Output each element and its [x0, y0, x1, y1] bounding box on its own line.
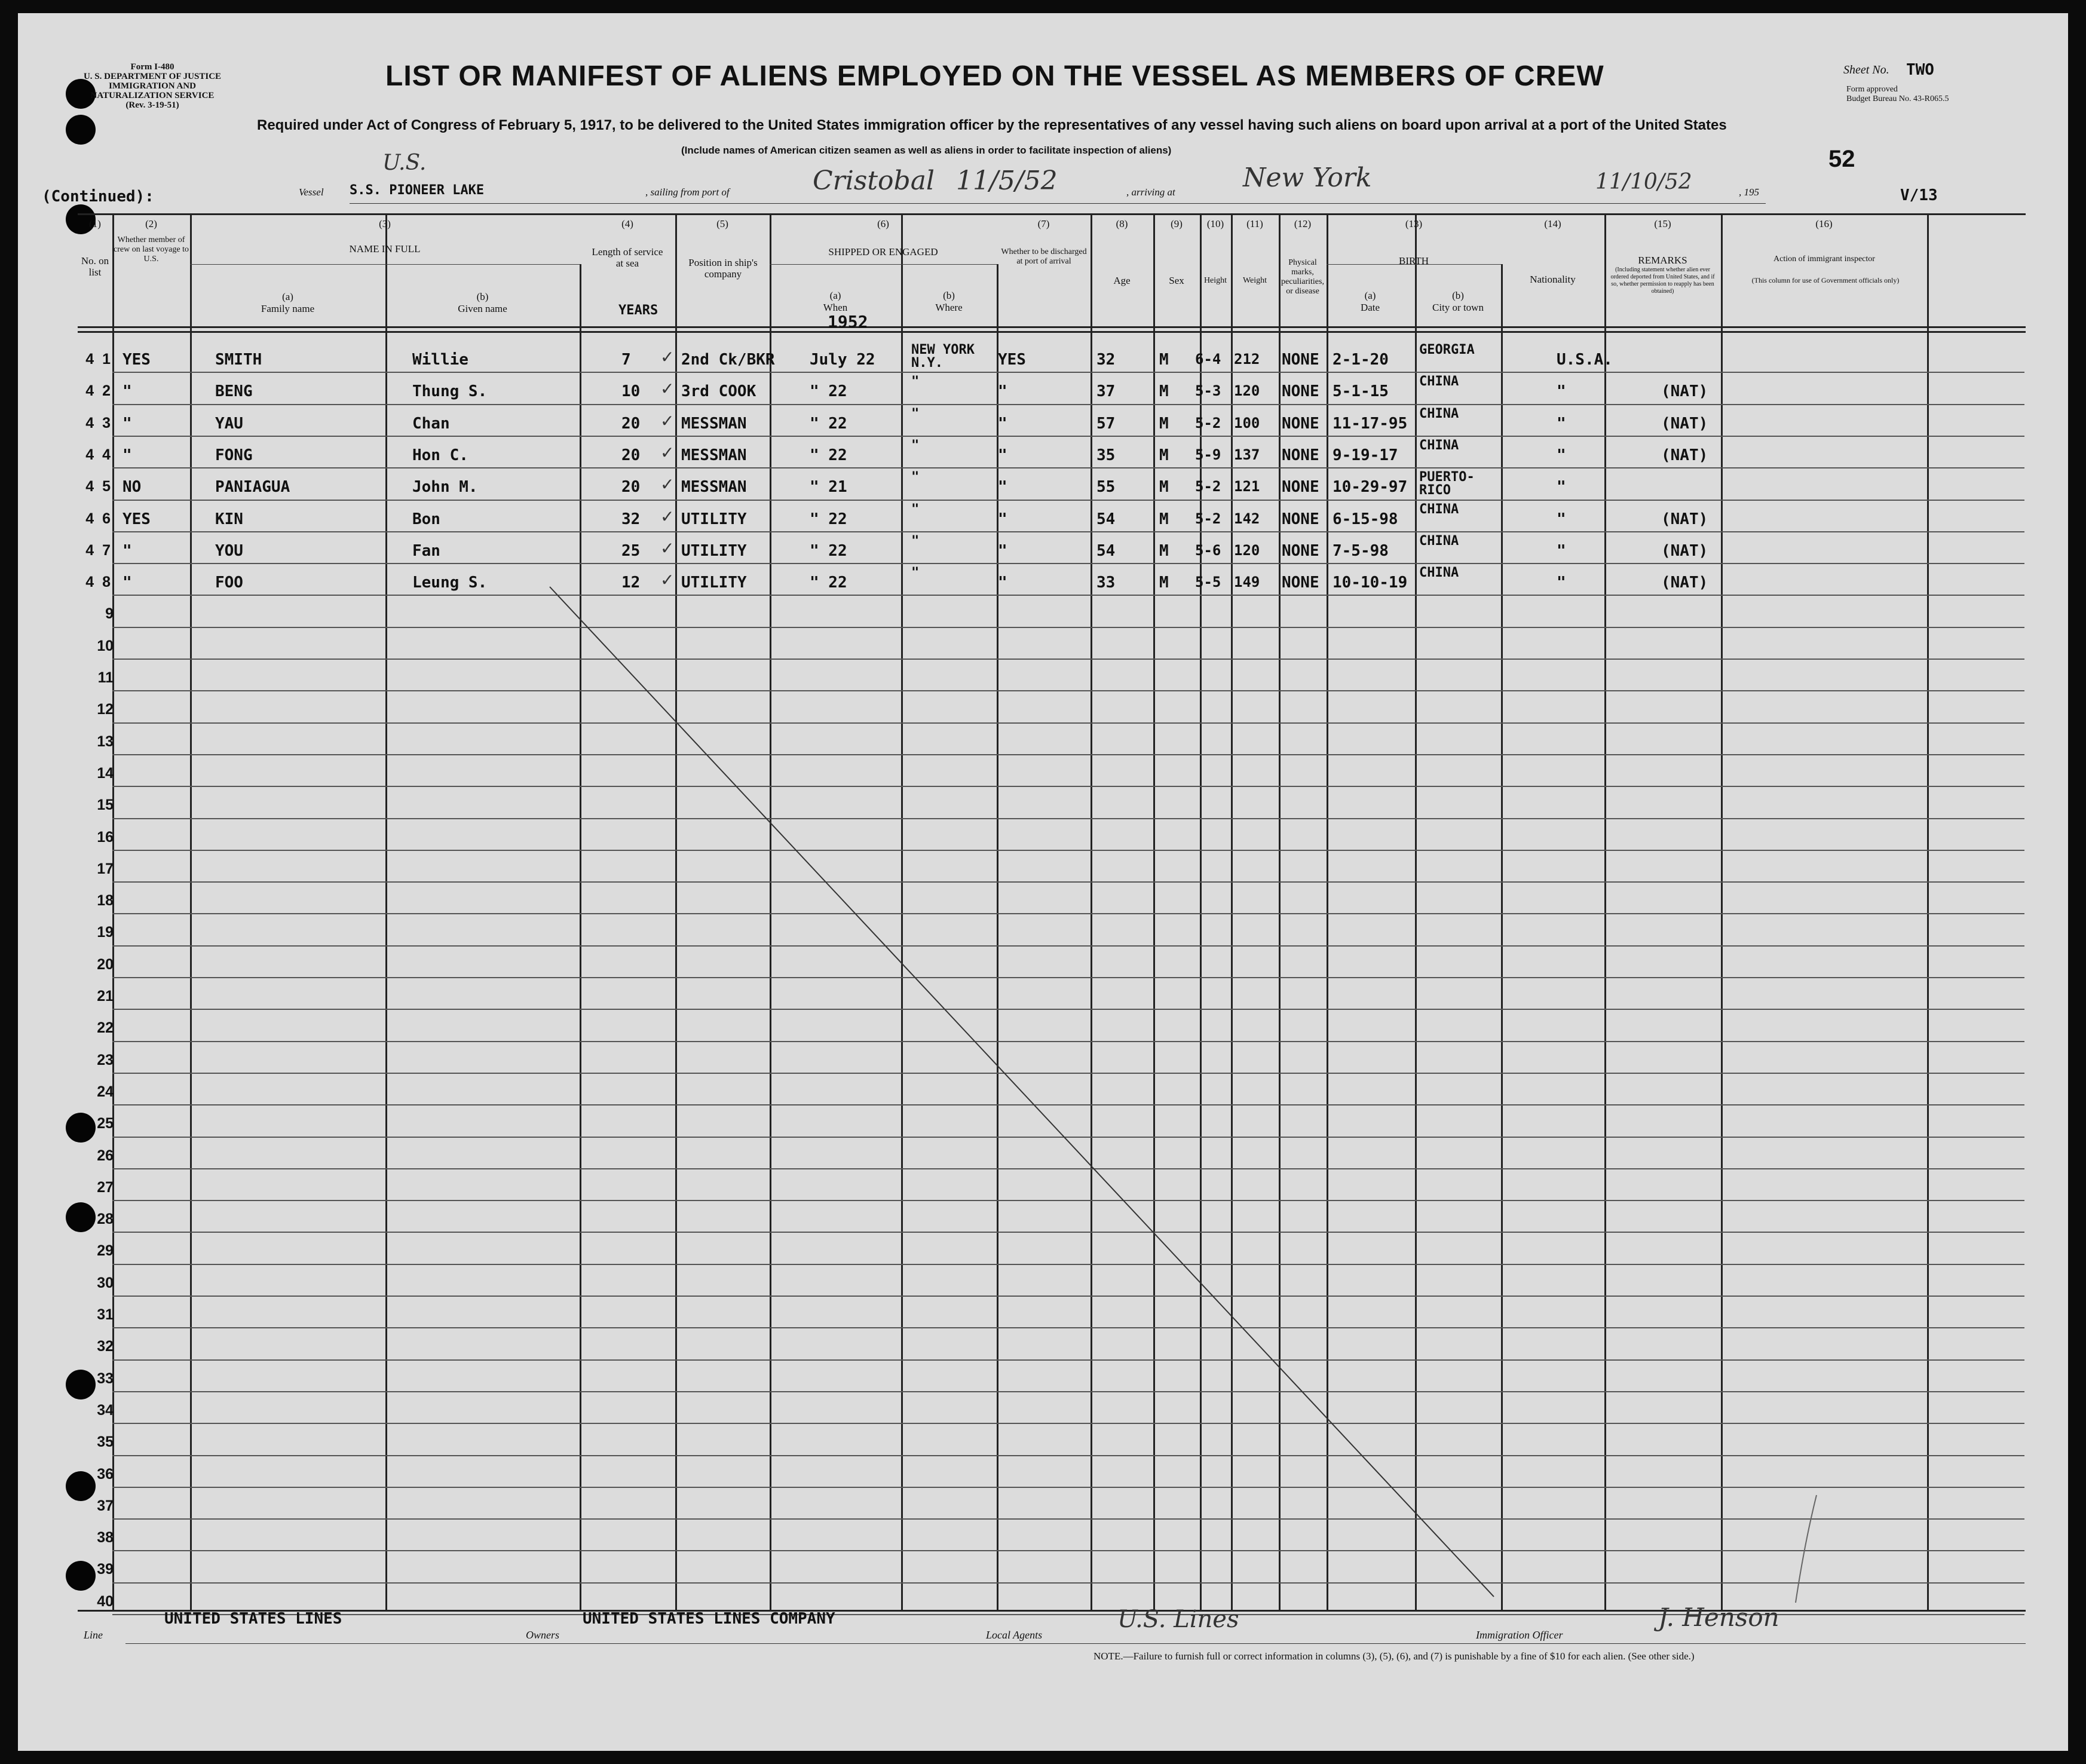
row-number-prefix: 4	[85, 542, 94, 559]
cell-height: 5-9	[1195, 446, 1221, 463]
cell-where: "	[911, 565, 920, 580]
cell-weight: 212	[1234, 351, 1260, 368]
row-number: 10	[97, 638, 114, 654]
colnum-5: (5)	[716, 218, 728, 229]
row-number-digit: 8	[102, 574, 111, 590]
cell-marks: NONE	[1282, 542, 1319, 560]
arriving-port: New York	[1243, 163, 1372, 193]
check-mark: ✓	[660, 347, 675, 367]
sheet-code: V/13	[1900, 186, 1938, 204]
cell-birth-date: 10-10-19	[1333, 574, 1408, 592]
col-header-birth-city: City or town	[1432, 302, 1484, 313]
check-mark: ✓	[660, 570, 675, 590]
col-header-remarks: REMARKS	[1638, 255, 1687, 266]
col-header-shipped: SHIPPED OR ENGAGED	[828, 246, 938, 258]
cell-member: "	[122, 446, 132, 464]
arriving-date: 11/10/52	[1595, 170, 1692, 194]
cell-birth-date: 2-1-20	[1333, 351, 1389, 369]
owners-value: UNITED STATES LINES COMPANY	[583, 1610, 835, 1628]
check-mark: ✓	[660, 379, 675, 399]
col-header-sex: Sex	[1169, 275, 1184, 286]
cell-where: "	[911, 534, 920, 549]
check-mark: ✓	[660, 538, 675, 558]
cell-given: Bon	[412, 510, 440, 528]
cell-nationality: U.S.A.	[1557, 351, 1613, 369]
cell-marks: NONE	[1282, 446, 1319, 464]
col-header-remarks-note: (Including statement whether alien ever ordered deported from United States, and if so, whether permission to reapply has been obtained)	[1610, 267, 1715, 295]
cell-remarks: (NAT)	[1661, 382, 1708, 400]
cell-family: FONG	[215, 446, 253, 464]
col-header-height: Height	[1203, 276, 1227, 285]
cell-age: 35	[1096, 446, 1116, 464]
cell-age: 37	[1096, 382, 1116, 400]
col-header-name-in-full: NAME IN FULL	[349, 243, 421, 255]
cell-marks: NONE	[1282, 382, 1319, 400]
cell-discharged: "	[998, 415, 1007, 433]
row-number-digit: 7	[102, 542, 111, 559]
cell-position: UTILITY	[681, 510, 747, 528]
cell-marks: NONE	[1282, 351, 1319, 369]
year-typed: 1952	[828, 312, 868, 332]
cell-sex: M	[1159, 510, 1169, 528]
row-number: 39	[97, 1561, 114, 1578]
cell-age: 54	[1096, 510, 1116, 528]
cell-member: NO	[122, 478, 142, 496]
row-number-digit: 3	[102, 415, 111, 431]
cell-height: 5-2	[1195, 415, 1221, 431]
cell-given: Leung S.	[412, 574, 488, 592]
cell-birth-date: 10-29-97	[1333, 478, 1408, 496]
cell-marks: NONE	[1282, 415, 1319, 433]
col-header-discharged: Whether to be discharged at port of arrival	[1001, 247, 1087, 266]
stamp-number: 52	[1828, 146, 1855, 172]
row-number-digit: 1	[102, 351, 111, 368]
cell-height: 5-3	[1195, 382, 1221, 399]
row-number-prefix: 4	[85, 446, 94, 463]
cell-member: YES	[122, 351, 151, 369]
cell-weight: 149	[1234, 574, 1260, 590]
colnum-8: (8)	[1116, 218, 1128, 229]
cell-family: KIN	[215, 510, 243, 528]
continued-label: (Continued):	[42, 188, 154, 206]
sheet-number: TWO	[1906, 61, 1934, 79]
cell-birth-city: CHINA	[1419, 438, 1459, 453]
cell-where: "	[911, 374, 920, 389]
row-number: 12	[97, 701, 114, 718]
check-mark: ✓	[660, 443, 675, 463]
subtitle: Required under Act of Congress of February 5, 1917, to be delivered to the United States immigration officer by the representatives of any vessel having such aliens on board upon arrival at a port of the United States	[257, 117, 1727, 133]
cell-family: PANIAGUA	[215, 478, 290, 496]
cell-birth-date: 11-17-95	[1333, 415, 1408, 433]
cell-weight: 120	[1234, 382, 1260, 399]
cell-birth-city: CHINA	[1419, 502, 1459, 517]
cell-marks: NONE	[1282, 478, 1319, 496]
cell-where: "	[911, 438, 920, 453]
cell-marks: NONE	[1282, 510, 1319, 528]
cell-service: 7	[621, 351, 631, 369]
col-header-given-name: Given name	[458, 303, 507, 314]
line-value: UNITED STATES LINES	[164, 1610, 342, 1628]
row-number: 21	[97, 988, 114, 1004]
cell-where: "	[911, 406, 920, 421]
cell-discharged: "	[998, 542, 1007, 560]
cell-member: "	[122, 382, 132, 400]
row-number: 25	[97, 1115, 114, 1132]
cell-weight: 121	[1234, 478, 1260, 495]
vessel-name: S.S. PIONEER LAKE	[350, 183, 485, 198]
cell-nationality: "	[1557, 382, 1566, 400]
col-header-physical-marks: Physical marks, peculiarities, or disease	[1281, 258, 1324, 296]
cell-weight: 137	[1234, 446, 1260, 463]
row-number-prefix: 4	[85, 510, 94, 527]
colnum-7: (7)	[1037, 218, 1050, 229]
budget-bureau: Budget Bureau No. 43-R065.5	[1846, 94, 1949, 103]
cell-when: " 22	[810, 415, 847, 433]
sailing-label: , sailing from port of	[645, 186, 730, 198]
cell-height: 5-2	[1195, 478, 1221, 495]
sailing-date: 11/5/52	[956, 166, 1058, 196]
cell-birth-city: PUERTO-RICO	[1419, 470, 1475, 498]
row-number: 35	[97, 1434, 114, 1450]
cell-birth-city: GEORGIA	[1419, 342, 1475, 357]
row-number: 33	[97, 1370, 114, 1387]
department: U. S. DEPARTMENT OF JUSTICE	[83, 72, 222, 81]
cell-sex: M	[1159, 382, 1169, 400]
officer-signature: J. Henson	[1658, 1603, 1779, 1632]
row-number: 19	[97, 924, 114, 941]
cell-member: YES	[122, 510, 151, 528]
col-header-family-letter: (a)	[282, 291, 293, 302]
row-number: 24	[97, 1083, 114, 1100]
cell-sex: M	[1159, 478, 1169, 496]
cell-sex: M	[1159, 446, 1169, 464]
cell-family: BENG	[215, 382, 253, 400]
row-number: 9	[105, 605, 114, 622]
cell-birth-city: CHINA	[1419, 374, 1459, 389]
row-number: 31	[97, 1306, 114, 1323]
cell-birth-city: CHINA	[1419, 406, 1459, 421]
cell-marks: NONE	[1282, 574, 1319, 592]
cell-service: 12	[621, 574, 641, 592]
cell-age: 57	[1096, 415, 1116, 433]
row-number: 28	[97, 1211, 114, 1227]
cell-family: YAU	[215, 415, 243, 433]
row-number: 26	[97, 1147, 114, 1164]
footer-note: NOTE.—Failure to furnish full or correct information in columns (3), (5), (6), and (7) is punishable by a fine of $10 for each alien. (See other side.)	[1093, 1650, 1695, 1662]
agents-label: Local Agents	[986, 1629, 1043, 1641]
cell-height: 5-5	[1195, 574, 1221, 590]
cell-age: 32	[1096, 351, 1116, 369]
row-number-prefix: 4	[85, 478, 94, 495]
row-number: 38	[97, 1529, 114, 1546]
row-number: 23	[97, 1052, 114, 1068]
page-title: LIST OR MANIFEST OF ALIENS EMPLOYED ON THE VESSEL AS MEMBERS OF CREW	[385, 60, 1604, 92]
colnum-11: (11)	[1246, 218, 1263, 229]
row-number: 22	[97, 1019, 114, 1036]
cell-when: " 22	[810, 542, 847, 560]
vessel-label: Vessel	[299, 186, 324, 198]
cell-service: 20	[621, 415, 641, 433]
row-number: 30	[97, 1275, 114, 1291]
row-number: 13	[97, 733, 114, 750]
colnum-1: (1)	[89, 218, 101, 229]
row-number: 14	[97, 765, 114, 782]
cell-sex: M	[1159, 351, 1169, 369]
cell-position: MESSMAN	[681, 415, 747, 433]
cell-when: " 22	[810, 574, 847, 592]
cell-when: " 22	[810, 382, 847, 400]
cell-nationality: "	[1557, 478, 1566, 496]
officer-label: Immigration Officer	[1476, 1629, 1563, 1641]
include-note: (Include names of American citizen seamen as well as aliens in order to facilitate inspection of aliens)	[681, 145, 1172, 156]
form-revision: (Rev. 3-19-51)	[125, 100, 179, 110]
row-number-prefix: 4	[85, 351, 94, 368]
col-header-when-letter: (a)	[829, 290, 841, 301]
cell-member: "	[122, 415, 132, 433]
col-header-birth-date: Date	[1360, 302, 1380, 313]
service-name: IMMIGRATION AND NATURALIZATION SERVICE	[90, 81, 215, 100]
cell-service: 32	[621, 510, 641, 528]
cell-remarks: (NAT)	[1661, 415, 1708, 433]
cell-age: 54	[1096, 542, 1116, 560]
years-typed: YEARS	[618, 303, 658, 318]
cell-position: MESSMAN	[681, 446, 747, 464]
colnum-3: (3)	[379, 218, 391, 229]
row-number: 18	[97, 892, 114, 909]
row-number: 32	[97, 1338, 114, 1355]
owners-label: Owners	[526, 1629, 560, 1641]
colnum-16: (16)	[1815, 218, 1833, 229]
cell-remarks: (NAT)	[1661, 510, 1708, 528]
cell-family: FOO	[215, 574, 243, 592]
col-header-where: Where	[935, 302, 963, 313]
cell-discharged: "	[998, 382, 1007, 400]
row-number-digit: 2	[102, 382, 111, 399]
cell-birth-date: 5-1-15	[1333, 382, 1389, 400]
cell-position: UTILITY	[681, 574, 747, 592]
cell-sex: M	[1159, 574, 1169, 592]
cell-given: Chan	[412, 415, 450, 433]
row-number-prefix: 4	[85, 574, 94, 590]
manifest-sheet	[18, 13, 2068, 1751]
cell-where: "	[911, 502, 920, 517]
cell-position: MESSMAN	[681, 478, 747, 496]
cell-when: " 21	[810, 478, 847, 496]
cancellation-line	[18, 13, 2068, 1751]
cell-age: 55	[1096, 478, 1116, 496]
row-number: 36	[97, 1466, 114, 1483]
row-number: 40	[97, 1593, 114, 1610]
colnum-13: (13)	[1405, 218, 1423, 229]
row-number-digit: 4	[102, 446, 111, 463]
col-header-position: Position in ship's company	[688, 257, 758, 280]
col-header-member-last-voyage: Whether member of crew on last voyage to U.S.	[114, 235, 189, 264]
cell-age: 33	[1096, 574, 1116, 592]
cell-height: 5-6	[1195, 542, 1221, 559]
cell-birth-city: CHINA	[1419, 565, 1459, 580]
col-header-no-on-list: No. on list	[81, 255, 109, 278]
cell-discharged: "	[998, 574, 1007, 592]
cell-remarks: (NAT)	[1661, 542, 1708, 560]
arriving-label: , arriving at	[1126, 186, 1175, 198]
check-mark: ✓	[660, 507, 675, 526]
cell-discharged: "	[998, 510, 1007, 528]
row-number-prefix: 4	[85, 415, 94, 431]
cell-discharged: "	[998, 478, 1007, 496]
row-number: 11	[97, 669, 114, 686]
cell-member: "	[122, 542, 132, 560]
cell-weight: 142	[1234, 510, 1260, 527]
row-number: 17	[97, 860, 114, 877]
row-number: 37	[97, 1497, 114, 1514]
cell-nationality: "	[1557, 446, 1566, 464]
row-number: 16	[97, 829, 114, 846]
cell-discharged: YES	[998, 351, 1026, 369]
col-header-birth: BIRTH	[1399, 255, 1429, 267]
colnum-12: (12)	[1294, 218, 1312, 229]
row-number-prefix: 4	[85, 382, 94, 399]
colnum-15: (15)	[1654, 218, 1671, 229]
colnum-10: (10)	[1206, 218, 1224, 229]
cell-weight: 100	[1234, 415, 1260, 431]
colnum-14: (14)	[1544, 218, 1561, 229]
cell-birth-city: CHINA	[1419, 534, 1459, 549]
row-number: 15	[97, 797, 114, 813]
cell-service: 10	[621, 382, 641, 400]
cell-weight: 120	[1234, 542, 1260, 559]
row-number: 34	[97, 1402, 114, 1419]
cell-sex: M	[1159, 415, 1169, 433]
cell-given: Hon C.	[412, 446, 468, 464]
col-header-age: Age	[1113, 275, 1131, 286]
colnum-2: (2)	[145, 218, 157, 229]
row-number-digit: 6	[102, 510, 111, 527]
cell-given: Fan	[412, 542, 440, 560]
sheet-label: Sheet No.	[1843, 63, 1889, 76]
cell-sex: M	[1159, 542, 1169, 560]
line-label: Line	[84, 1629, 103, 1641]
col-header-where-letter: (b)	[943, 290, 955, 301]
colnum-9: (9)	[1171, 218, 1183, 229]
col-header-birth-date-letter: (a)	[1364, 290, 1376, 301]
year-suffix: , 195	[1739, 186, 1759, 198]
cell-service: 20	[621, 446, 641, 464]
col-header-when: When	[823, 302, 848, 313]
cell-discharged: "	[998, 446, 1007, 464]
cell-height: 6-4	[1195, 351, 1221, 368]
cell-family: SMITH	[215, 351, 262, 369]
col-header-inspector-action: Action of immigrant inspector	[1773, 255, 1875, 264]
col-header-inspector-note: (This column for use of Government officials only)	[1751, 276, 1900, 284]
cell-when: " 22	[810, 510, 847, 528]
cell-birth-date: 6-15-98	[1333, 510, 1398, 528]
cell-nationality: "	[1557, 542, 1566, 560]
cell-remarks: (NAT)	[1661, 446, 1708, 464]
colnum-6: (6)	[877, 218, 889, 229]
col-header-birth-city-letter: (b)	[1452, 290, 1464, 301]
form-approved: Form approved	[1846, 85, 1898, 94]
cell-where: "	[911, 470, 920, 485]
cell-service: 20	[621, 478, 641, 496]
cell-remarks: (NAT)	[1661, 574, 1708, 592]
col-header-nationality: Nationality	[1530, 274, 1576, 285]
cell-birth-date: 9-19-17	[1333, 446, 1398, 464]
cell-position: UTILITY	[681, 542, 747, 560]
cell-position: 2nd Ck/BKR	[681, 351, 775, 369]
cell-birth-date: 7-5-98	[1333, 542, 1389, 560]
cell-family: YOU	[215, 542, 243, 560]
cell-given: Willie	[412, 351, 468, 369]
col-header-length-of-service: Length of service at sea	[592, 246, 663, 269]
row-number: 27	[97, 1179, 114, 1196]
vessel-prefix: U.S.	[382, 151, 427, 175]
cell-given: Thung S.	[412, 382, 488, 400]
col-header-given-letter: (b)	[476, 291, 489, 302]
cell-nationality: "	[1557, 574, 1566, 592]
cell-given: John M.	[412, 478, 478, 496]
agents-value: U.S. Lines	[1117, 1606, 1239, 1633]
form-number: Form I-480	[130, 62, 174, 72]
check-mark: ✓	[660, 411, 675, 431]
check-mark: ✓	[660, 474, 675, 494]
col-header-weight: Weight	[1242, 276, 1267, 285]
sailing-port: Cristobal	[813, 166, 935, 196]
col-header-family-name: Family name	[261, 303, 315, 314]
cell-service: 25	[621, 542, 641, 560]
row-number-digit: 5	[102, 478, 111, 495]
cell-where: NEW YORK N.Y.	[911, 342, 975, 370]
cell-position: 3rd COOK	[681, 382, 756, 400]
cell-height: 5-2	[1195, 510, 1221, 527]
colnum-4: (4)	[621, 218, 633, 229]
cell-when: July 22	[810, 351, 875, 369]
cell-nationality: "	[1557, 415, 1566, 433]
cell-when: " 22	[810, 446, 847, 464]
row-number: 20	[97, 956, 114, 973]
cell-nationality: "	[1557, 510, 1566, 528]
row-number: 29	[97, 1242, 114, 1259]
cell-member: "	[122, 574, 132, 592]
